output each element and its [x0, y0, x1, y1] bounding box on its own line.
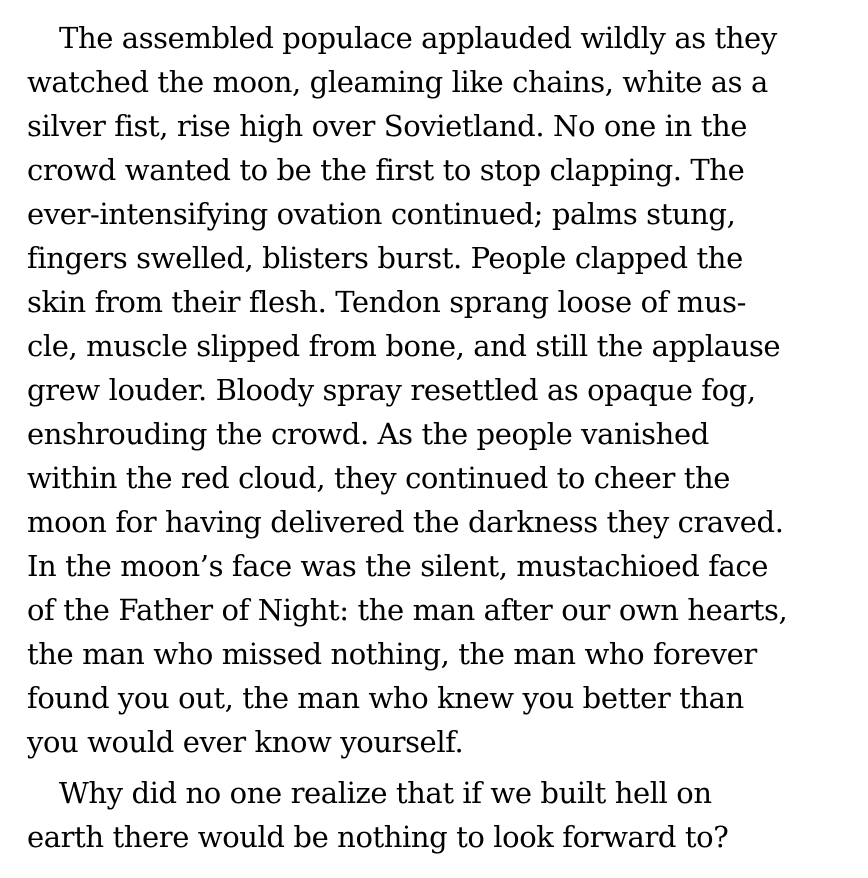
text-line: fingers swelled, blisters burst. People clapped the — [27, 241, 743, 275]
text-line: In the moon’s face was the silent, mustachioed face — [27, 549, 769, 583]
text-line: moon for having delivered the darkness they craved. — [27, 505, 784, 539]
text-line: Why did no one realize that if we built hell on — [59, 776, 712, 810]
text-line: The assembled populace applauded wildly as they — [59, 21, 777, 55]
text-line: grew louder. Bloody spray resettled as opaque fog, — [27, 373, 756, 407]
text-line: crowd wanted to be the first to stop clapping. The — [27, 153, 745, 187]
text-line: silver fist, rise high over Sovietland. No one in the — [27, 109, 748, 143]
text-line: found you out, the man who knew you better than — [27, 681, 744, 715]
text-line: within the red cloud, they continued to cheer the — [27, 461, 731, 495]
text-line: cle, muscle slipped from bone, and still the applause — [27, 329, 781, 363]
paragraph-1 — [27, 16, 860, 764]
text-line: you would ever know yourself. — [27, 725, 464, 759]
text-line: earth there would be nothing to look forward to? — [27, 820, 729, 854]
text-line: skin from their flesh. Tendon sprang loose of mus- — [27, 285, 747, 319]
text-line: enshrouding the crowd. As the people vanished — [27, 417, 709, 451]
text-line: ever-intensifying ovation continued; palms stung, — [27, 197, 736, 231]
text-line: the man who missed nothing, the man who forever — [27, 637, 757, 671]
text-line: watched the moon, gleaming like chains, white as a — [27, 65, 768, 99]
text-line: of the Father of Night: the man after our own hearts, — [27, 593, 788, 627]
paragraph-2 — [27, 771, 860, 859]
